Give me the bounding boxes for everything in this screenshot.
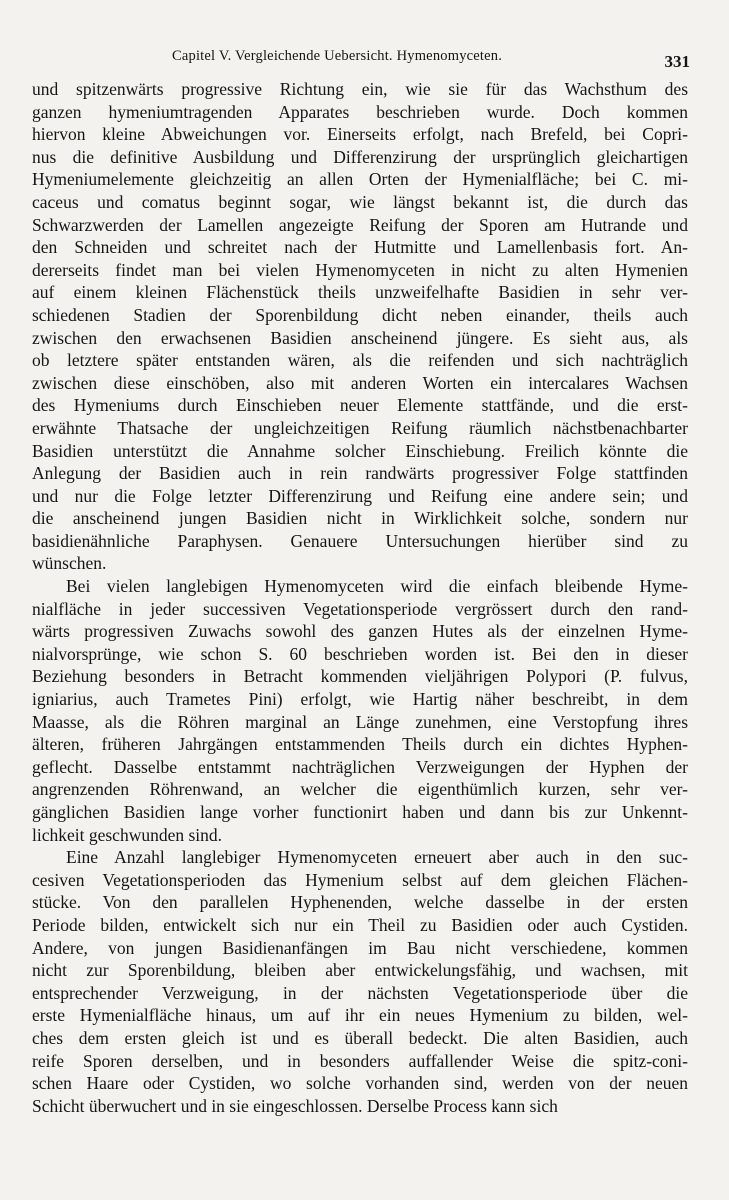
text-line: die anscheinend jungen Basidien nicht in Wirklichkeit solche, sondern nur [32,508,688,529]
book-page [32,38,688,1117]
text-line: angrenzenden Röhrenwand, an welcher die eigenthümlich kurzen, sehr ver- [32,779,688,800]
paragraph-2 [32,575,688,846]
text-line: geflecht. Dasselbe entstammt nachträglichen Verzweigungen der Hyphen der [32,756,688,777]
text-line: erste Hymenialfläche hinaus, um auf ihr ein neues Hymenium zu bilden, wel- [32,1005,688,1026]
text-line: Bei vielen langlebigen Hymenomyceten wird die einfach bleibende Hyme- [66,576,688,597]
text-line: hiervon kleine Abweichungen vor. Einerseits erfolgt, nach Brefeld, bei Copri- [32,124,688,145]
text-line: reife Sporen derselben, und in besonders auffallender Weise die spitz-coni- [32,1050,688,1071]
text-line: caceus und comatus beginnt sogar, wie längst bekannt ist, die durch das [32,191,688,212]
text-line: wünschen. [32,553,107,574]
text-line: Periode bilden, entwickelt sich nur ein Theil zu Basidien oder auch Cystiden. [32,914,688,935]
text-line: gänglichen Basidien lange vorher functionirt haben und dann bis zur Unkennt- [32,802,688,822]
text-line: lichkeit geschwunden sind. [32,824,223,845]
text-line: Maasse, als die Röhren marginal an Länge zunehmen, eine Verstopfung ihres [32,711,688,732]
running-header-title: Capitel V. Vergleichende Uebersicht. Hymenomyceten. [172,48,503,64]
text-line: Basidien unterstützt die Annahme solcher Einschiebung. Freilich könnte die [32,440,688,461]
text-line: Schicht überwuchert und in sie eingeschlossen. Derselbe Process kann sich [32,1095,558,1116]
text-line: cesiven Vegetationsperioden das Hymenium selbst auf dem gleichen Flächen- [32,869,688,890]
text-line: und nur die Folge letzter Differenzirung und Reifung eine andere sein; und [32,485,688,506]
text-line: wärts progressiven Zuwachs sowohl des ganzen Hutes als der einzelnen Hyme- [32,621,688,642]
text-line: älteren, früheren Jahrgängen entstammenden Theils durch ein dichtes Hyphen- [32,734,688,755]
text-line: Hymeniumelemente gleichzeitig an allen Orten der Hymenialfläche; bei C. mi- [32,169,688,190]
text-line: Schwarzwerden der Lamellen angezeigte Reifung der Sporen am Hutrande und [32,214,688,235]
text-line: zwischen diese einschöben, also mit anderen Worten ein intercalares Wachsen [32,372,688,393]
text-line: nicht zur Sporenbildung, bleiben aber entwickelungsfähig, und wachsen, mit [32,960,688,981]
text-line: auf einem kleinen Flächenstück theils unzweifelhafte Basidien in sehr ver- [32,282,688,303]
text-line: igniarius, auch Trametes Pini) erfolgt, wie Hartig näher beschreibt, in dem [32,689,688,710]
text-line: schiedenen Stadien der Sporenbildung dicht neben einander, theils auch [32,304,688,325]
text-line: nus die definitive Ausbildung und Differenzirung der ursprünglich gleichartigen [32,146,688,167]
text-line: den Schneiden und schreitet nach der Hutmitte und Lamellenbasis fort. An- [32,237,688,258]
text-line: erwähnte Thatsache der ungleichzeitigen Reifung räumlich nächstbenachbarter [32,417,688,438]
text-line: des Hymeniums durch Einschieben neuer Elemente stattfände, und die erst- [32,395,688,416]
text-line: ches dem ersten gleich ist und es überall bedeckt. Die alten Basidien, auch [32,1027,688,1048]
running-header [32,38,688,78]
text-line: Andere, von jungen Basidienanfängen im Bau nicht verschiedene, kommen [32,937,688,958]
text-line: stücke. Von den parallelen Hyphenenden, welche dasselbe in der ersten [32,892,688,913]
text-line: und spitzenwärts progressive Richtung ein, wie sie für das Wachsthum des [32,79,688,99]
text-line: Eine Anzahl langlebiger Hymenomyceten erneuert aber auch in den suc- [66,847,688,868]
text-line: Beziehung besonders in Betracht kommenden vieljährigen Polypori (P. fulvus, [32,666,688,687]
text-line: zwischen den erwachsenen Basidien anscheinend jüngere. Es sieht aus, als [32,327,688,348]
page-number: 331 [664,52,690,71]
text-line: nialvorsprünge, wie schon S. 60 beschrieben worden ist. Bei den in dieser [32,643,688,664]
body-text [32,78,688,1117]
paragraph-3 [32,846,688,1117]
text-line: nialfläche in jeder successiven Vegetationsperiode vergrössert durch den rand- [32,598,688,619]
text-line: ganzen hymeniumtragenden Apparates beschrieben wurde. Doch kommen [32,101,688,122]
text-line: ob letztere später entstanden wären, als die reifenden und sich nachträglich [32,350,688,371]
text-line: schen Haare oder Cystiden, wo solche vorhanden sind, werden von der neuen [32,1073,688,1094]
text-line: entsprechender Verzweigung, in der nächsten Vegetationsperiode über die [32,982,688,1003]
text-line: Anlegung der Basidien auch in rein randwärts progressiver Folge stattfinden [32,463,688,484]
paragraph-1 [32,78,688,575]
text-line: basidienähnliche Paraphysen. Genauere Untersuchungen hierüber sind zu [32,530,688,551]
text-line: dererseits findet man bei vielen Hymenomyceten in nicht zu alten Hymenien [32,259,688,280]
